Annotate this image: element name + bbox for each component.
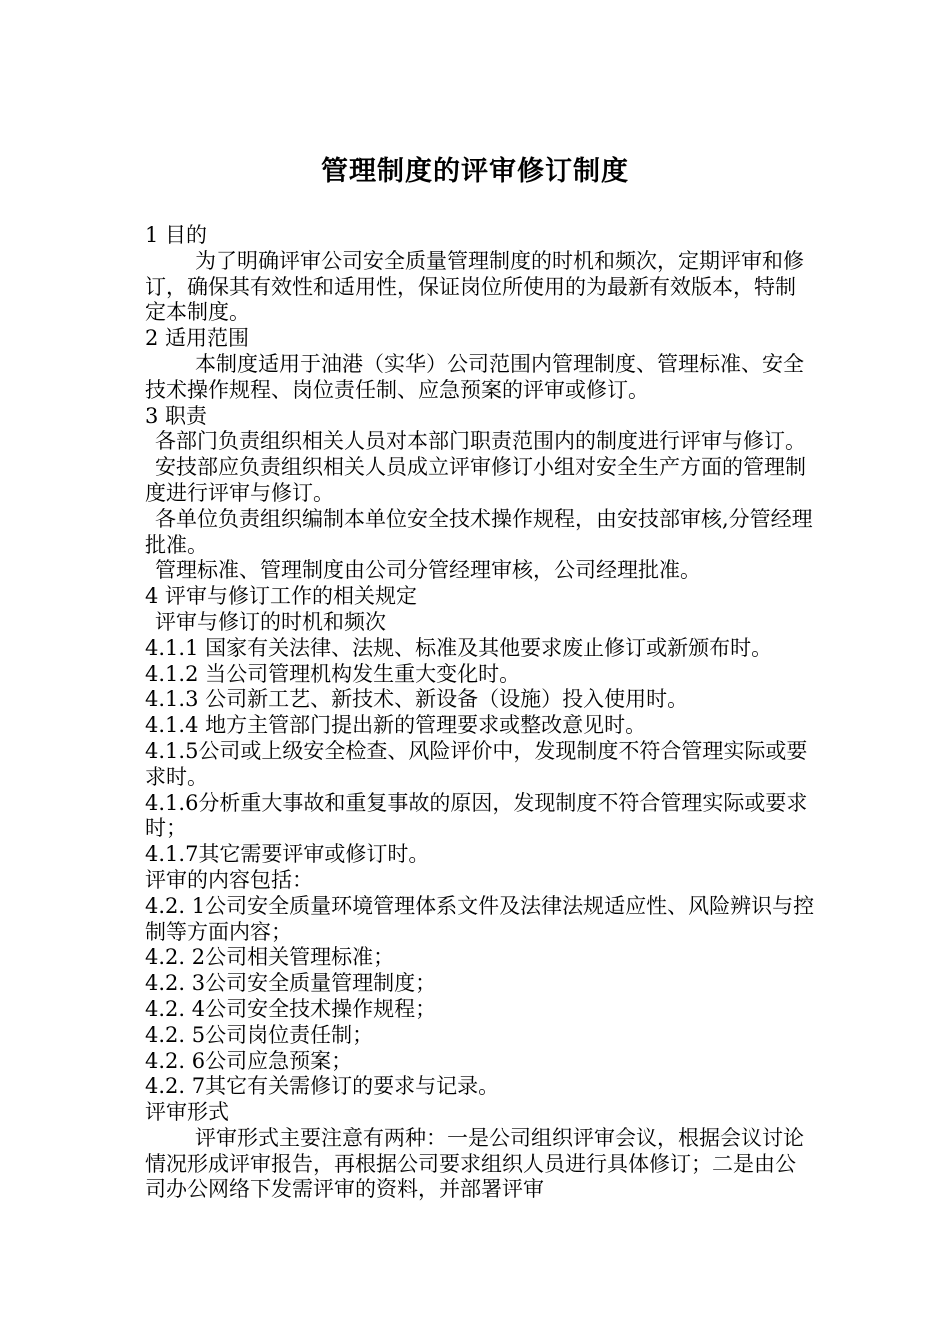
paragraph: 各部门负责组织相关人员对本部门职责范围内的制度进行评审与修订。 <box>155 429 806 454</box>
paragraph: 为了明确评审公司安全质量管理制度的时机和频次，定期评审和修订，确保其有效性和适用性，保证岗位所使用的为最新有效版本，特制定本制度。 <box>145 248 804 325</box>
paragraph: 4.1.6分析重大事故和重复事故的原因，发现制度不符合管理实际或要求时； <box>145 790 808 841</box>
paragraph: 4.2. 1公司安全质量环境管理体系文件及法律法规适应性、风险辨识与控制等方面内容； <box>145 893 815 944</box>
paragraph: 2 适用范围 <box>145 326 250 351</box>
paragraph: 4.1.5公司或上级安全检查、风险评价中，发现制度不符合管理实际或要求时。 <box>145 738 808 789</box>
paragraph: 4.1.1 国家有关法律、法规、标准及其他要求废止修订或新颁布时。 <box>145 635 773 660</box>
paragraph: 4.1.3 公司新工艺、新技术、新设备（设施）投入使用时。 <box>145 687 689 712</box>
paragraph: 4.2. 5公司岗位责任制； <box>145 1022 374 1047</box>
paragraph: 评审的内容包括： <box>145 867 313 892</box>
paragraph: 4.1.7其它需要评审或修订时。 <box>145 842 430 867</box>
paragraph: 评审形式主要注意有两种：一是公司组织评审会议，根据会议讨论情况形成评审报告，再根据公司要求组织人员进行具体修订；二是由公司办公网络下发需评审的资料，并部署评审 <box>145 1125 804 1202</box>
paragraph: 管理标准、管理制度由公司分管经理审核，公司经理批准。 <box>155 558 701 583</box>
paragraph: 4.2. 7其它有关需修订的要求与记录。 <box>145 1074 500 1099</box>
paragraph: 评审与修订的时机和频次 <box>155 609 386 634</box>
paragraph: 本制度适用于油港（实华）公司范围内管理制度、管理标准、安全技术操作规程、岗位责任制、应急预案的评审或修订。 <box>145 351 804 402</box>
document-body <box>145 223 815 1203</box>
document-title: 管理制度的评审修订制度 <box>321 156 629 187</box>
paragraph: 安技部应负责组织相关人员成立评审修订小组对安全生产方面的管理制度进行评审与修订。 <box>145 455 806 505</box>
paragraph: 1 目的 <box>145 223 208 247</box>
paragraph: 3 职责 <box>145 403 208 428</box>
paragraph: 各单位负责组织编制本单位安全技术操作规程，由安技部审核,分管经理批准。 <box>145 506 813 557</box>
paragraph: 4.2. 3公司安全质量管理制度； <box>145 971 437 996</box>
paragraph: 4.2. 6公司应急预案； <box>145 1048 353 1073</box>
paragraph: 4.1.4 地方主管部门提出新的管理要求或整改意见时。 <box>145 713 647 738</box>
paragraph: 4 评审与修订工作的相关规定 <box>145 584 418 609</box>
paragraph: 4.1.2 当公司管理机构发生重大变化时。 <box>145 661 521 686</box>
paragraph: 4.2. 4公司安全技术操作规程； <box>145 996 437 1021</box>
paragraph: 评审形式 <box>145 1100 229 1125</box>
paragraph: 4.2. 2公司相关管理标准； <box>145 945 395 970</box>
